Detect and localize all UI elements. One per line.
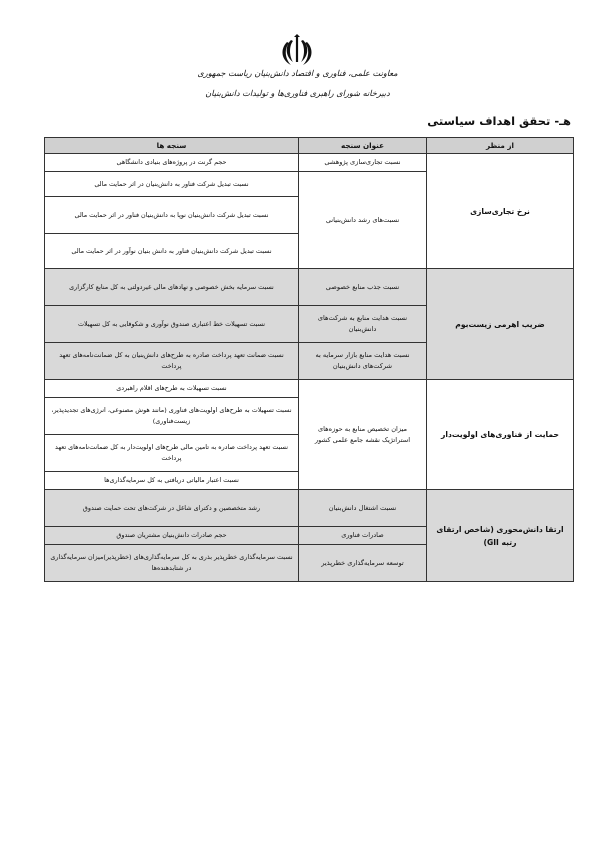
table-header-row bbox=[45, 138, 574, 154]
organization-name: معاونت علمی، فناوری و اقتصاد دانش‌بنیان ریاست جمهوری bbox=[197, 68, 398, 78]
perspective-cell: نرخ تجاری‌سازی bbox=[427, 154, 574, 269]
metric-cell: توسعه سرمایه‌گذاری خطرپذیر bbox=[299, 545, 427, 582]
metric-cell: نسبت هدایت منابع بازار سرمایه به شرکت‌های دانش‌بنیان bbox=[299, 343, 427, 380]
measure-cell: نسبت ضمانت تعهد پرداخت صادره به طرح‌های دانش‌بنیان به کل ضمانت‌نامه‌های تعهد پرداخت bbox=[45, 343, 299, 380]
header-metric: عنوان سنجه bbox=[299, 138, 427, 154]
section-title: هـ- تحقق اهداف سیاستی bbox=[427, 114, 571, 128]
table-row bbox=[45, 380, 574, 398]
perspective-cell: ضریب اهرمی زیست‌بوم bbox=[427, 269, 574, 380]
metric-cell: نسبت‌های رشد دانش‌بنیانی bbox=[299, 172, 427, 269]
iran-emblem-icon bbox=[277, 32, 317, 72]
metric-cell: نسبت جذب منابع خصوصی bbox=[299, 269, 427, 306]
header-measures: سنجه ها bbox=[45, 138, 299, 154]
measure-cell: نسبت تسهیلات به طرح‌های اولویت‌های فناوری (مانند هوش مصنوعی، انرژی‌های تجدیدپذیر، زیست‌فناوری) bbox=[45, 398, 299, 435]
measure-cell: نسبت سرمایه‌گذاری خطرپذیر بذری به کل سرمایه‌گذاری‌های (خطرپذیر)میزان سرمایه‌گذاری در شتابدهنده‌ها bbox=[45, 545, 299, 582]
measure-cell: حجم صادرات دانش‌بنیان مشتریان صندوق bbox=[45, 527, 299, 545]
measure-cell: نسبت اعتبار مالیاتی دریافتی به کل سرمایه‌گذاری‌ها bbox=[45, 472, 299, 490]
measure-cell: نسبت تبدیل شرکت دانش‌بنیان فناور به دانش بنیان نوآور در اثر حمایت مالی bbox=[45, 234, 299, 269]
measure-cell: نسبت تسهیلات خط اعتباری صندوق نوآوری و شکوفایی به کل تسهیلات bbox=[45, 306, 299, 343]
metric-cell: میزان تخصیص منابع به حوزه‌های استراتژیک نقشه جامع علمی کشور bbox=[299, 380, 427, 490]
metric-cell: نسبت هدایت منابع به شرکت‌های دانش‌بنیان bbox=[299, 306, 427, 343]
perspective-cell: ارتقا دانش‌محوری (شاخص ارتقای رتبه GII) bbox=[427, 490, 574, 582]
table-row bbox=[45, 490, 574, 527]
measure-cell: نسبت تبدیل شرکت فناور به دانش‌بنیان در اثر حمایت مالی bbox=[45, 172, 299, 197]
measure-cell: نسبت سرمایه بخش خصوصی و نهادهای مالی غیردولتی به کل منابع کارگزاری bbox=[45, 269, 299, 306]
metric-cell: نسبت اشتغال دانش‌بنیان bbox=[299, 490, 427, 527]
metric-cell: نسبت تجاری‌سازی پژوهشی bbox=[299, 154, 427, 172]
metric-cell: صادرات فناوری bbox=[299, 527, 427, 545]
measure-cell: رشد متخصصین و دکترای شاغل در شرکت‌های تحت حمایت صندوق bbox=[45, 490, 299, 527]
measure-cell: نسبت تسهیلات به طرح‌های اقلام راهبردی bbox=[45, 380, 299, 398]
header-perspective: از منظر bbox=[427, 138, 574, 154]
measure-cell: نسبت تبدیل شرکت دانش‌بنیان نوپا به دانش‌بنیان فناور در اثر حمایت مالی bbox=[45, 197, 299, 234]
measure-cell: حجم گرنت در پروژه‌های بنیادی دانشگاهی bbox=[45, 154, 299, 172]
perspective-cell: حمایت از فناوری‌های اولویت‌دار bbox=[427, 380, 574, 490]
policy-goals-table bbox=[44, 137, 574, 582]
measure-cell: نسبت تعهد پرداخت صادره به تامین مالی طرح‌های اولویت‌دار به کل ضمانت‌نامه‌های تعهد پرداخت bbox=[45, 435, 299, 472]
table-row bbox=[45, 269, 574, 306]
secretariat-name: دبیرخانه شورای راهبری فناوری‌ها و تولیدات دانش‌بنیان bbox=[205, 88, 390, 98]
table-row bbox=[45, 154, 574, 172]
